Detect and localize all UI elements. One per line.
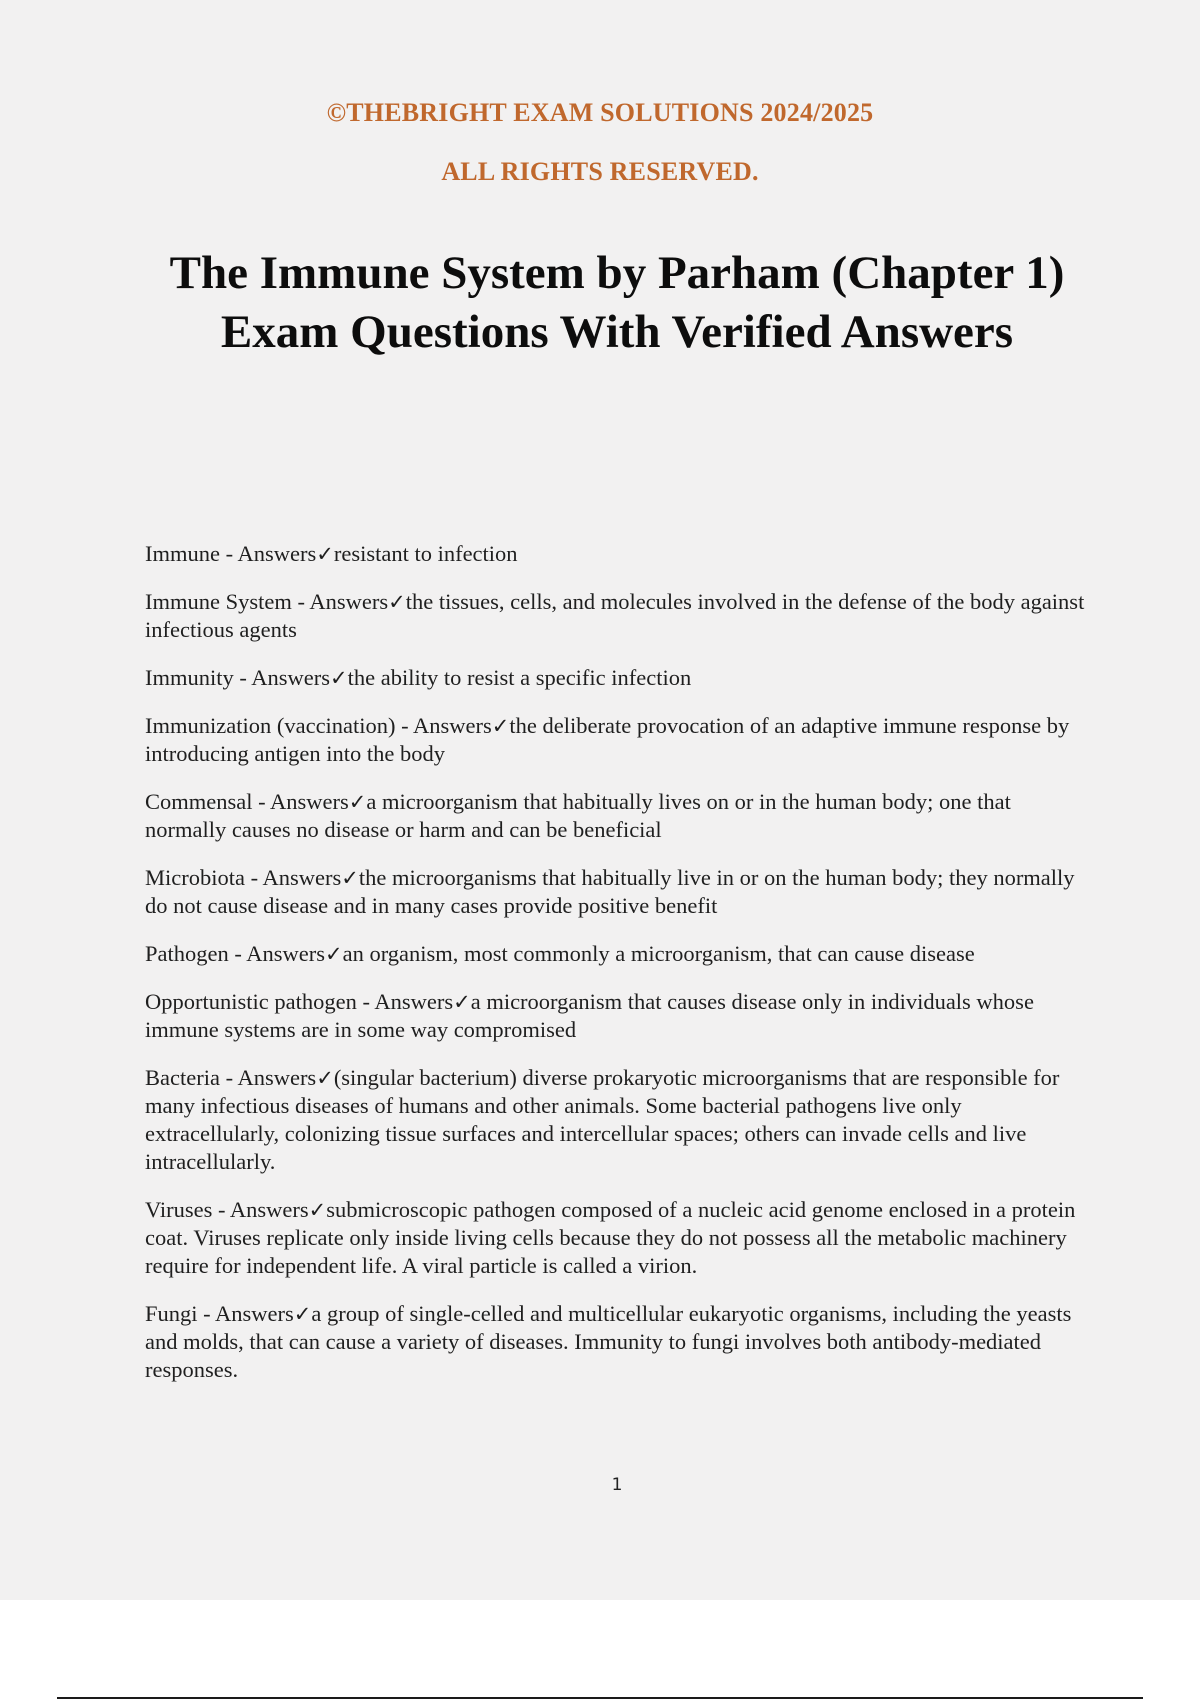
- entry-term: Pathogen: [145, 941, 229, 966]
- checkmark-icon: ✓: [491, 714, 510, 738]
- checkmark-icon: ✓: [330, 666, 348, 690]
- answers-label: - Answers: [219, 1065, 317, 1090]
- entry-term: Microbiota: [145, 865, 245, 890]
- answers-label: - Answers: [233, 665, 330, 690]
- answers-label: - Answers: [219, 541, 317, 566]
- entry-definition: the ability to resist a specific infection: [347, 665, 692, 690]
- entry-term: Commensal: [145, 789, 253, 814]
- qa-entry: [145, 1196, 1090, 1280]
- page-number: 1: [611, 1475, 623, 1495]
- qa-entry: [145, 988, 1090, 1044]
- entry-definition: the deliberate provocation of an adaptive immune response by introducing antigen into the body: [145, 713, 1070, 766]
- title-line-1: The Immune System by Parham (Chapter 1): [169, 247, 1065, 299]
- qa-entry: [145, 540, 1090, 568]
- entry-term: Immune System: [145, 589, 292, 614]
- answers-label: - Answers: [212, 1197, 309, 1222]
- entry-definition: a microorganism that habitually lives on or in the human body; one that normally causes no disease or harm and can be beneficial: [145, 789, 1011, 842]
- qa-entry: [145, 1300, 1090, 1384]
- entry-definition: an organism, most commonly a microorganism, that can cause disease: [342, 941, 975, 966]
- checkmark-icon: ✓: [348, 790, 367, 814]
- rights-reserved-header: ALL RIGHTS RESERVED.: [441, 157, 759, 186]
- checkmark-icon: ✓: [316, 1066, 334, 1090]
- answers-label: - Answers: [197, 1301, 294, 1326]
- qa-entry: [145, 664, 1090, 692]
- entry-term: Fungi: [145, 1301, 198, 1326]
- entry-definition: the tissues, cells, and molecules involved in the defense of the body against infectious agents: [145, 589, 1085, 642]
- checkmark-icon: ✓: [341, 866, 359, 890]
- qa-entry: [145, 864, 1090, 920]
- entry-definition: a group of single-celled and multicellular eukaryotic organisms, including the yeasts and molds, that can cause a variety of diseases. Immunity to fungi involves both antibody-mediated responses.: [145, 1301, 1072, 1382]
- entry-term: Immunity: [145, 665, 234, 690]
- entry-term: Immunization (vaccination): [145, 713, 396, 738]
- answers-label: - Answers: [252, 789, 349, 814]
- answers-label: - Answers: [244, 865, 342, 890]
- checkmark-icon: ✓: [388, 590, 406, 614]
- answers-label: - Answers: [395, 713, 492, 738]
- entry-term: Bacteria: [145, 1065, 220, 1090]
- qa-entry: [145, 588, 1090, 644]
- checkmark-icon: ✓: [316, 542, 334, 566]
- entry-term: Immune: [145, 541, 220, 566]
- qa-entry: [145, 788, 1090, 844]
- bottom-divider: [57, 1697, 1143, 1699]
- entry-definition: the microorganisms that habitually live in or on the human body; they normally do not cause disease and in many cases provide positive benefit: [145, 865, 1075, 918]
- checkmark-icon: ✓: [325, 942, 343, 966]
- copyright-header: ©THEBRIGHT EXAM SOLUTIONS 2024/2025: [326, 98, 874, 127]
- answers-label: - Answers: [291, 589, 389, 614]
- qa-entry: [145, 712, 1090, 768]
- entry-term: Opportunistic pathogen: [145, 989, 357, 1014]
- entry-definition: resistant to infection: [333, 541, 518, 566]
- title-line-2: Exam Questions With Verified Answers: [220, 306, 1014, 358]
- entry-definition: (singular bacterium) diverse prokaryotic microorganisms that are responsible for many infectious diseases of humans and other animals. Some bacterial pathogens live only extracellularly, colonizing tissue surfaces and intercellular spaces; others can invade cells and live intracellularly.: [145, 1065, 1060, 1174]
- entry-definition: a microorganism that causes disease only in individuals whose immune systems are in some way compromised: [145, 989, 1034, 1042]
- checkmark-icon: ✓: [453, 990, 471, 1014]
- answers-label: - Answers: [228, 941, 325, 966]
- entry-definition: submicroscopic pathogen composed of a nucleic acid genome enclosed in a protein coat. Viruses replicate only inside living cells because they do not possess all the metabolic machinery require for independent life. A viral particle is called a virion.: [145, 1197, 1076, 1278]
- answers-label: - Answers: [356, 989, 454, 1014]
- checkmark-icon: ✓: [293, 1302, 312, 1326]
- qa-entry: [145, 940, 1090, 968]
- checkmark-icon: ✓: [308, 1198, 327, 1222]
- qa-entry: [145, 1064, 1090, 1176]
- entry-term: Viruses: [145, 1197, 213, 1222]
- document-title: [0, 244, 1200, 362]
- qa-entries-list: [145, 540, 1090, 1404]
